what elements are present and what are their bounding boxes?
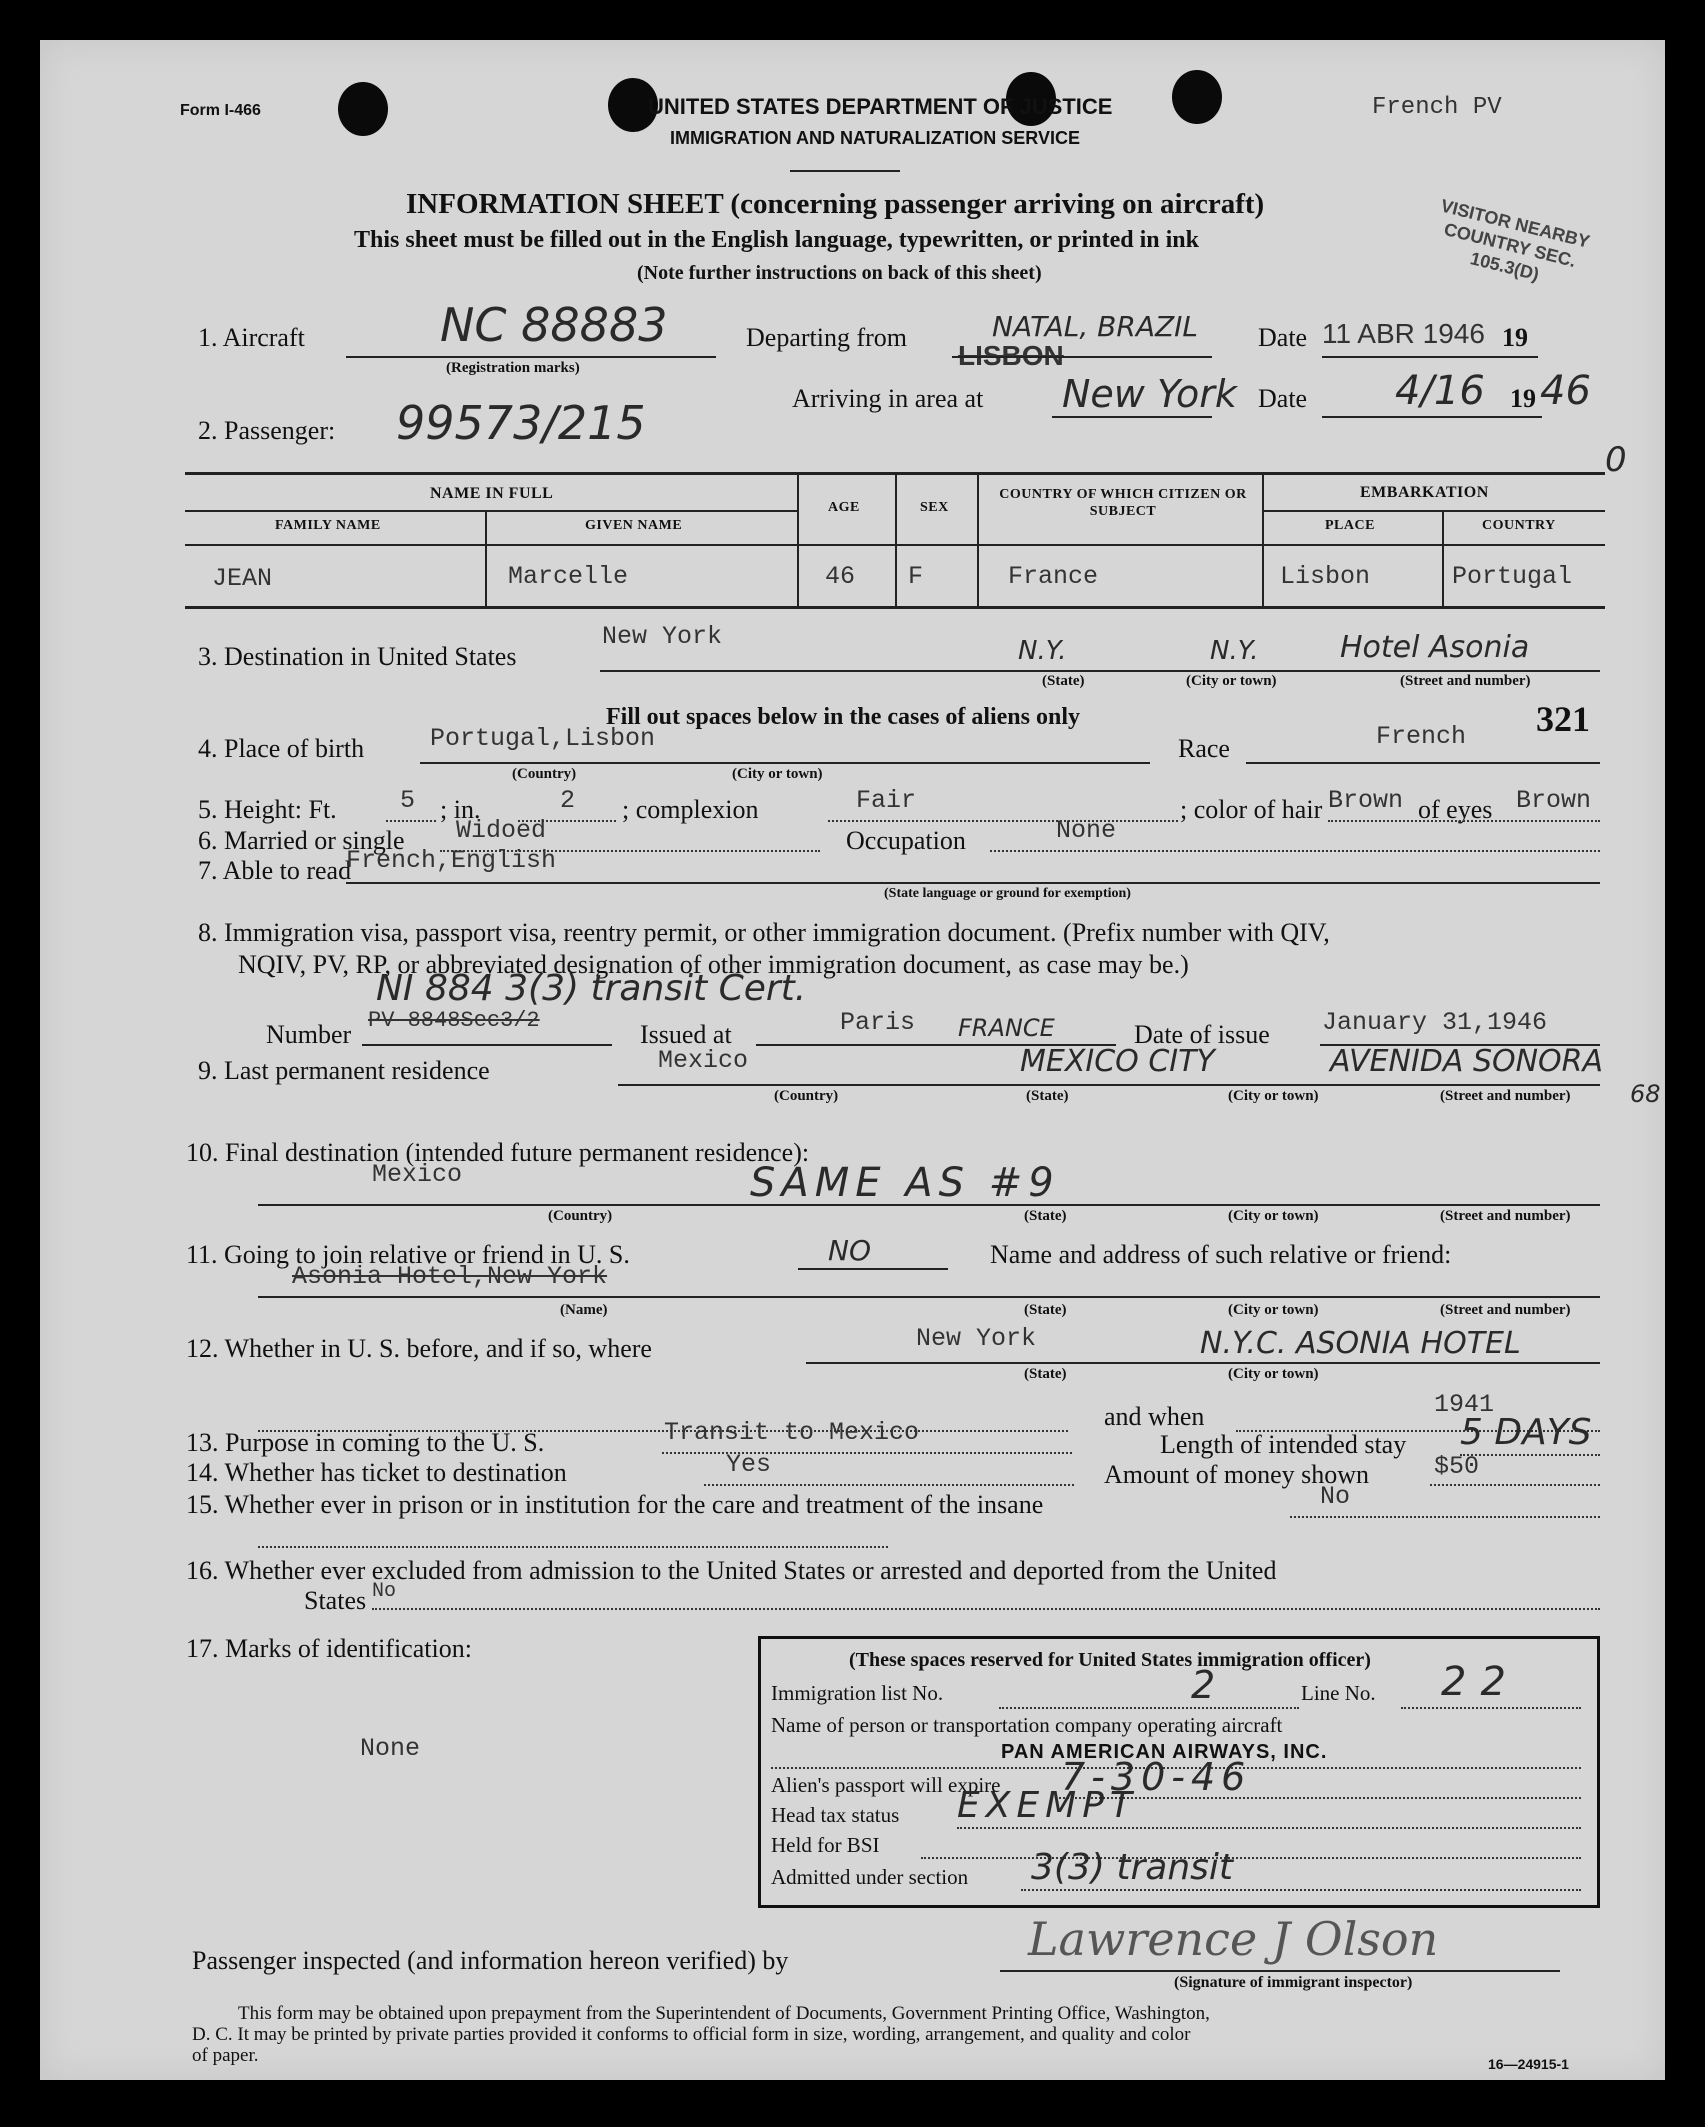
company-label: Name of person or transportation company operating aircraft — [771, 1713, 1283, 1737]
relative-street-caption: (Street and number) — [1440, 1302, 1571, 1318]
officer-box-title: (These spaces reserved for United States immigration officer) — [849, 1649, 1371, 1671]
when-label: and when — [1104, 1402, 1205, 1431]
height-ft: 5 — [400, 786, 416, 815]
hair-eyes-line — [1328, 820, 1600, 822]
line-no-line — [1401, 1707, 1581, 1709]
date2-line — [1322, 416, 1542, 418]
form-page — [40, 40, 1665, 2080]
departing-line — [952, 356, 1212, 358]
citizenship-header: COUNTRY OF WHICH CITIZEN OR SUBJECT — [999, 487, 1247, 519]
hair-label: ; color of hair — [1180, 795, 1323, 824]
officer-box — [758, 1636, 1600, 1908]
passport-value: 7-30-46 — [1061, 1755, 1252, 1799]
destination-street: Hotel Asonia — [1340, 630, 1530, 665]
section-label: Admitted under section — [771, 1865, 969, 1889]
form-number: Form I-466 — [180, 102, 261, 119]
read-caption: (State language or ground for exemption) — [884, 886, 1131, 901]
aircraft-caption: (Registration marks) — [446, 360, 580, 376]
stay-value: 5 DAYS — [1460, 1412, 1592, 1453]
previous-visit-city-caption: (City or town) — [1228, 1366, 1319, 1382]
page-number: 321 — [1536, 699, 1590, 739]
given-name-value: Marcelle — [508, 562, 629, 591]
visa-label-continued: NQIV, PV, RP, or abbreviated designation of other immigration document, as case may be.) — [238, 950, 1189, 979]
eyes-label: of eyes — [1418, 795, 1493, 824]
read-label: 7. Able to read — [198, 856, 352, 885]
form-note: (Note further instructions on back of this sheet) — [637, 262, 1042, 284]
category-mark: French PV — [1372, 94, 1502, 121]
complexion-line — [828, 820, 1178, 822]
ticket-label: 14. Whether has ticket to destination — [186, 1458, 567, 1487]
age-value: 46 — [825, 562, 856, 591]
residence-street-number: 68 — [1630, 1080, 1661, 1108]
prison-value: No — [1320, 1482, 1351, 1511]
birthplace-city-caption: (City or town) — [732, 766, 823, 782]
date1-line — [1322, 356, 1538, 358]
headtax-label: Head tax status — [771, 1803, 900, 1827]
visa-number-struck: PV 8848Sec3/2 — [368, 1008, 540, 1033]
visa-label: 8. Immigration visa, passport visa, reentry permit, or other immigration document. (Prefix number with QIV, — [198, 918, 1330, 947]
final-destination-country: Mexico — [372, 1160, 463, 1189]
stay-line — [1460, 1454, 1600, 1456]
sex-value: F — [908, 562, 924, 591]
departing-struck: LISBON — [958, 340, 1064, 371]
family-name-value: JEAN — [212, 564, 273, 593]
date2-year: 46 — [1540, 368, 1591, 414]
aliens-note: Fill out spaces below in the cases of aliens only — [606, 704, 1081, 730]
list-no-line — [999, 1707, 1299, 1709]
name-in-full-header: NAME IN FULL — [430, 485, 554, 502]
company-value: PAN AMERICAN AIRWAYS, INC. — [1001, 1741, 1328, 1763]
list-no-value: 2 — [1191, 1663, 1216, 1707]
date1-suffix: 19 — [1502, 323, 1528, 352]
purpose-value: Transit to Mexico — [664, 1418, 920, 1447]
height-label: 5. Height: Ft. — [198, 795, 337, 824]
join-relative-line — [798, 1268, 948, 1270]
visa-number-line — [362, 1044, 612, 1046]
destination-state-caption: (State) — [1042, 673, 1085, 689]
final-city-caption: (City or town) — [1228, 1208, 1319, 1224]
complexion-value: Fair — [856, 786, 917, 815]
header-rule — [790, 170, 900, 172]
table-col-divider — [797, 474, 799, 606]
excluded-value: No — [372, 1580, 397, 1603]
arriving-line — [1052, 416, 1212, 418]
list-no-label: Immigration list No. — [771, 1681, 944, 1705]
issued-at-typed: Paris — [840, 1008, 916, 1037]
destination-line — [600, 670, 1600, 672]
when-value: 1941 — [1434, 1390, 1495, 1419]
identification-label: 17. Marks of identification: — [186, 1634, 472, 1663]
race-line — [1246, 762, 1600, 764]
residence-country-caption: (Country) — [774, 1088, 839, 1104]
table-col-divider — [895, 474, 897, 606]
destination-city-caption: (City or town) — [1186, 673, 1277, 689]
identification-value: None — [360, 1734, 421, 1763]
issued-at-label: Issued at — [640, 1020, 732, 1049]
birthplace-label: 4. Place of birth — [198, 734, 365, 763]
relative-line — [258, 1296, 1600, 1298]
final-destination-hand: SAME AS #9 — [750, 1160, 1060, 1206]
birthplace-country-caption: (Country) — [512, 766, 577, 782]
occupation-label: Occupation — [846, 826, 966, 855]
final-destination-line — [258, 1204, 1600, 1206]
birthplace-line — [420, 762, 1150, 764]
final-state-caption: (State) — [1024, 1208, 1067, 1224]
headtax-line — [957, 1827, 1581, 1829]
prison-line — [1290, 1516, 1600, 1518]
issue-date-value: January 31,1946 — [1322, 1008, 1548, 1037]
marital-value: Widoed — [456, 816, 547, 845]
age-header: AGE — [828, 500, 860, 515]
department-name: UNITED STATES DEPARTMENT OF JUSTICE — [648, 94, 1113, 119]
issue-date-label: Date of issue — [1134, 1020, 1270, 1049]
residence-city-caption: (City or town) — [1228, 1088, 1319, 1104]
departing-value: NATAL, BRAZIL — [992, 310, 1199, 343]
hair-value: Brown — [1328, 786, 1404, 815]
footer-text-2: D. C. It may be printed by private parties provided it conforms to official form in size, wording, arrangement, and quality and color — [192, 2024, 1191, 2045]
signature-line — [1000, 1970, 1560, 1972]
date2-label: Date — [1258, 384, 1308, 413]
line-no-label: Line No. — [1301, 1681, 1376, 1705]
read-line — [346, 882, 1600, 884]
previous-visit-hand: N.Y.C. ASONIA HOTEL — [1200, 1326, 1521, 1361]
excluded-label-continued: States — [304, 1586, 367, 1615]
destination-label: 3. Destination in United States — [198, 642, 517, 671]
join-relative-value: NO — [828, 1234, 871, 1267]
final-destination-label: 10. Final destination (intended future permanent residence): — [186, 1138, 810, 1167]
residence-line — [618, 1084, 1600, 1086]
headtax-value: EXEMPT — [957, 1785, 1138, 1826]
complexion-label: ; complexion — [622, 795, 759, 824]
ticket-line — [704, 1484, 1074, 1486]
service-name: IMMIGRATION AND NATURALIZATION SERVICE — [670, 128, 1080, 148]
sex-header: SEX — [920, 500, 949, 515]
signature-caption: (Signature of immigrant inspector) — [1174, 1974, 1413, 1991]
bsi-label: Held for BSI — [771, 1833, 880, 1857]
table-col-divider — [1262, 474, 1264, 606]
footer-text: This form may be obtained upon prepayment from the Superintendent of Documents, Government Printing Office, Washington, — [238, 2003, 1210, 2024]
height-in: 2 — [560, 786, 576, 815]
section-value: 3(3) transit — [1031, 1847, 1234, 1888]
aircraft-value: NC 88883 — [440, 298, 668, 352]
table-embark-rule — [1262, 510, 1605, 512]
final-street-caption: (Street and number) — [1440, 1208, 1571, 1224]
race-value: French — [1376, 722, 1467, 751]
previous-visit-typed: New York — [916, 1324, 1037, 1353]
bsi-line — [921, 1857, 1581, 1859]
money-label: Amount of money shown — [1104, 1460, 1370, 1489]
aircraft-line — [346, 356, 716, 358]
prison-line-2 — [258, 1546, 888, 1548]
aircraft-label: 1. Aircraft — [198, 323, 305, 352]
relative-name-caption: (Name) — [560, 1302, 608, 1318]
visitor-stamp: VISITOR NEARBY COUNTRY SEC. 105.3(D) — [1438, 195, 1592, 285]
issued-at-hand: FRANCE — [958, 1014, 1055, 1042]
previous-visit-line — [806, 1362, 1600, 1364]
relative-name-label: Name and address of such relative or friend: — [990, 1240, 1452, 1269]
form-instruction: This sheet must be filled out in the English language, typewritten, or printed in ink — [354, 227, 1199, 253]
residence-country: Mexico — [658, 1046, 749, 1075]
purpose-label: 13. Purpose in coming to the U. S. — [186, 1428, 545, 1457]
residence-city: MEXICO CITY — [1020, 1044, 1215, 1079]
residence-label: 9. Last permanent residence — [198, 1056, 490, 1085]
footer-code: 16—24915-1 — [1488, 2056, 1569, 2072]
height-ft-line — [386, 820, 436, 822]
place-header: PLACE — [1325, 518, 1375, 533]
prison-label: 15. Whether ever in prison or in institution for the care and treatment of the insane — [186, 1490, 1044, 1519]
ticket-value: Yes — [726, 1450, 772, 1479]
destination-state: N.Y. — [1018, 636, 1067, 666]
embarkation-header: EMBARKATION — [1360, 484, 1489, 501]
destination-typed: New York — [602, 622, 723, 651]
country-header: COUNTRY — [1482, 518, 1556, 533]
purpose-line — [662, 1452, 1072, 1454]
arriving-label: Arriving in area at — [792, 384, 984, 413]
marital-label: 6. Married or single — [198, 826, 405, 855]
passenger-label: 2. Passenger: — [198, 416, 336, 445]
relative-name-struck: Asonia Hotel,New York — [292, 1262, 608, 1291]
family-name-header: FAMILY NAME — [275, 518, 381, 533]
excluded-line — [372, 1608, 1600, 1610]
inspection-label: Passenger inspected (and information hereon verified) by — [192, 1946, 789, 1975]
section-line — [1021, 1889, 1581, 1891]
citizen-value: France — [1008, 562, 1099, 591]
inspector-signature: Lawrence J Olson — [1028, 1912, 1439, 1966]
final-country-caption: (Country) — [548, 1208, 613, 1224]
embark-place-value: Lisbon — [1280, 562, 1371, 591]
table-col-divider — [485, 512, 487, 606]
date2-value: 4/16 — [1395, 368, 1485, 414]
race-label: Race — [1178, 734, 1230, 763]
passport-label: Alien's passport will expire — [771, 1773, 1001, 1797]
date1-label: Date — [1258, 323, 1308, 352]
previous-visit-state-caption: (State) — [1024, 1366, 1067, 1382]
residence-street: AVENIDA SONORA — [1330, 1044, 1604, 1079]
passenger-value: 99573/215 — [396, 396, 646, 450]
table-col-divider — [977, 474, 979, 606]
birthplace-value: Portugal,Lisbon — [430, 724, 656, 753]
line-no-value: 22 — [1441, 1659, 1520, 1705]
visa-number-label: Number — [266, 1020, 352, 1049]
arriving-value: New York — [1062, 372, 1237, 416]
punch-hole — [1172, 70, 1222, 124]
relative-state-caption: (State) — [1024, 1302, 1067, 1318]
visa-handwritten: NI 884 3(3) transit Cert. — [376, 968, 807, 1009]
eyes-value: Brown — [1516, 786, 1592, 815]
residence-state-caption: (State) — [1026, 1088, 1069, 1104]
table-col-divider — [1442, 512, 1444, 606]
circle-mark: 0 — [1605, 440, 1627, 480]
read-value: French,English — [346, 846, 557, 875]
occupation-value: None — [1056, 816, 1117, 845]
table-bottom-rule — [185, 606, 1605, 609]
relative-city-caption: (City or town) — [1228, 1302, 1319, 1318]
money-value: $50 — [1434, 1452, 1480, 1481]
excluded-label: 16. Whether ever excluded from admission to the United States or arrested and deported from the United — [186, 1556, 1277, 1585]
departing-label: Departing from — [746, 323, 908, 352]
embark-country-value: Portugal — [1452, 562, 1573, 591]
destination-city: N.Y. — [1210, 636, 1259, 666]
punch-hole — [338, 82, 388, 136]
footer-text-3: of paper. — [192, 2045, 259, 2066]
form-title: INFORMATION SHEET (concerning passenger arriving on aircraft) — [406, 188, 1265, 220]
date2-year-prefix: 19 — [1510, 384, 1536, 413]
join-relative-label: 11. Going to join relative or friend in U. S. — [186, 1240, 630, 1269]
stay-label: Length of intended stay — [1160, 1430, 1407, 1459]
date1-value: 11 ABR 1946 — [1322, 318, 1485, 349]
residence-street-caption: (Street and number) — [1440, 1088, 1571, 1104]
previous-visit-label: 12. Whether in U. S. before, and if so, where — [186, 1334, 652, 1363]
destination-street-caption: (Street and number) — [1400, 673, 1531, 689]
occupation-line — [990, 850, 1600, 852]
given-name-header: GIVEN NAME — [585, 518, 683, 533]
height-in-label: ; in. — [440, 795, 481, 824]
table-name-rule — [185, 510, 797, 512]
money-line — [1430, 1484, 1600, 1486]
